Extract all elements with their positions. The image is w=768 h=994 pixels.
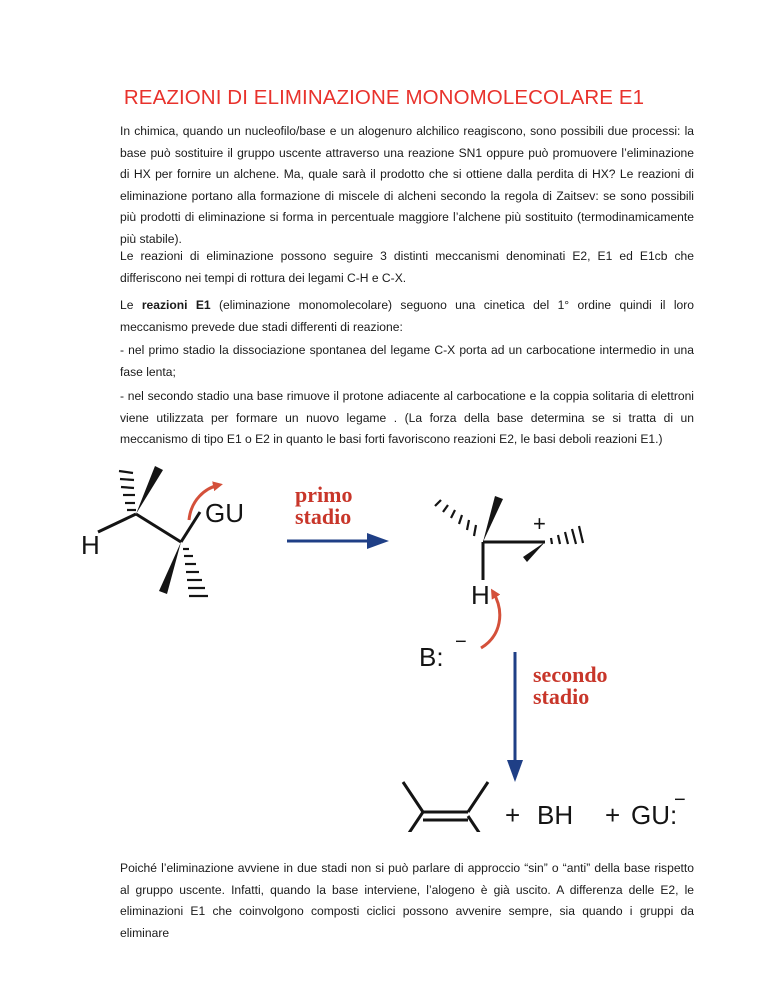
paragraph-first-step: - nel primo stadio la dissociazione spontanea del legame C-X porta ad un carbocatione intermedio in una fase lenta; xyxy=(120,343,694,379)
hashed-bond-cation-left xyxy=(435,500,476,536)
positive-charge: + xyxy=(533,511,546,536)
reaction-arrow-step2 xyxy=(507,652,523,782)
step2-label-line1: secondo xyxy=(533,662,608,687)
plus-sign-gu: + xyxy=(605,800,621,830)
paragraph-intro: In chimica, quando un nucleofilo/base e un alogenuro alchilico reagiscono, sono possibili due processi: la base può sostituire il gruppo uscente attraverso una reazione SN1 oppure può promuovere l’eliminazione di HX per fornire un alchene. Ma, quale sarà il prodotto che si ottiene dalla perdita di HX? Le reazioni di eliminazione portano alla formazione di miscele di alcheni secondo la regola di Zaitsev: se sono possibili più prodotti di eliminazione si forma in percentuale maggiore l’alchene più sostituito (termodinamicamente più stabile). xyxy=(120,124,694,246)
wedge-bond-bottom xyxy=(159,542,181,594)
base-negative-charge: − xyxy=(455,631,467,653)
wedge-bond-left-top xyxy=(136,466,163,514)
leaving-group-anion-label: GU: xyxy=(631,800,678,830)
carbocation-structure xyxy=(419,496,583,672)
anion-negative-charge: − xyxy=(674,789,686,811)
paragraph-second-step: - nel secondo stadio una base rimuove il protone adiacente al carbocatione e la coppia solitaria di elettroni viene utilizzata per formare un nuovo legame . (La forza della base determina se si tratta di un meccanismo di tipo E1 o E2 in quanto le basi forti favoriscono reazioni E2, le basi deboli reazioni E1.) xyxy=(120,389,694,446)
page-title: REAZIONI DI ELIMINAZIONE MONOMOLECOLARE E1 xyxy=(123,86,645,109)
step1-label-line2: stadio xyxy=(295,504,352,529)
conjugate-acid-label: BH xyxy=(537,800,574,830)
reactant-structure xyxy=(81,466,244,596)
paragraph-stereochemistry: Poiché l’eliminazione avviene in due stadi non si può parlare di approccio “sin” o “anti” della base rispetto al gruppo uscente. Infatti, quando la base interviene, l’alogeno è già uscito. A differenza delle E2, le eliminazioni E1 che coinvolgono composti ciclici possono avvenire sempre, sia quando i gruppi da eliminare xyxy=(120,861,694,940)
paragraph-e1-rest: (eliminazione monomolecolare) seguono una cinetica del 1° ordine quindi il loro meccanismo prevede due stadi differenti di reazione: xyxy=(120,298,694,334)
leaving-group-label: GU xyxy=(205,498,244,528)
hashed-bond-bottom xyxy=(183,549,208,596)
plus-sign-bh: + xyxy=(505,800,521,830)
wedge-bond-cation-bottom xyxy=(523,542,545,562)
alkene-product-structure xyxy=(403,782,488,832)
hydrogen-label-left: H xyxy=(81,530,100,560)
step1-label-line1: primo xyxy=(295,482,353,507)
e1-mechanism-figure xyxy=(63,452,709,832)
paragraph-e1-bold-term: reazioni E1 xyxy=(141,298,211,312)
base-label: B: xyxy=(419,642,444,672)
wedge-bond-cation-top xyxy=(483,496,503,542)
step2-label-line2: stadio xyxy=(533,684,590,709)
reaction-arrow-step1 xyxy=(287,533,389,549)
hashed-bond-cation-right xyxy=(551,526,583,544)
carbon-carbon-bond xyxy=(136,514,181,542)
paragraph-mechanisms: Le reazioni di eliminazione possono seguire 3 distinti meccanismi denominati E2, E1 ed E1cb che differiscono nei tempi di rottura dei legami C-H e C-X. xyxy=(120,249,694,285)
paragraph-e1-kinetics xyxy=(120,295,694,338)
hashed-bond-left-top xyxy=(119,471,136,510)
bond-to-h-left xyxy=(98,514,136,532)
e1-mechanism-diagram xyxy=(63,452,709,832)
hydrogen-label-mid: H xyxy=(471,580,490,610)
paragraph-e1-lead: Le xyxy=(120,298,142,312)
